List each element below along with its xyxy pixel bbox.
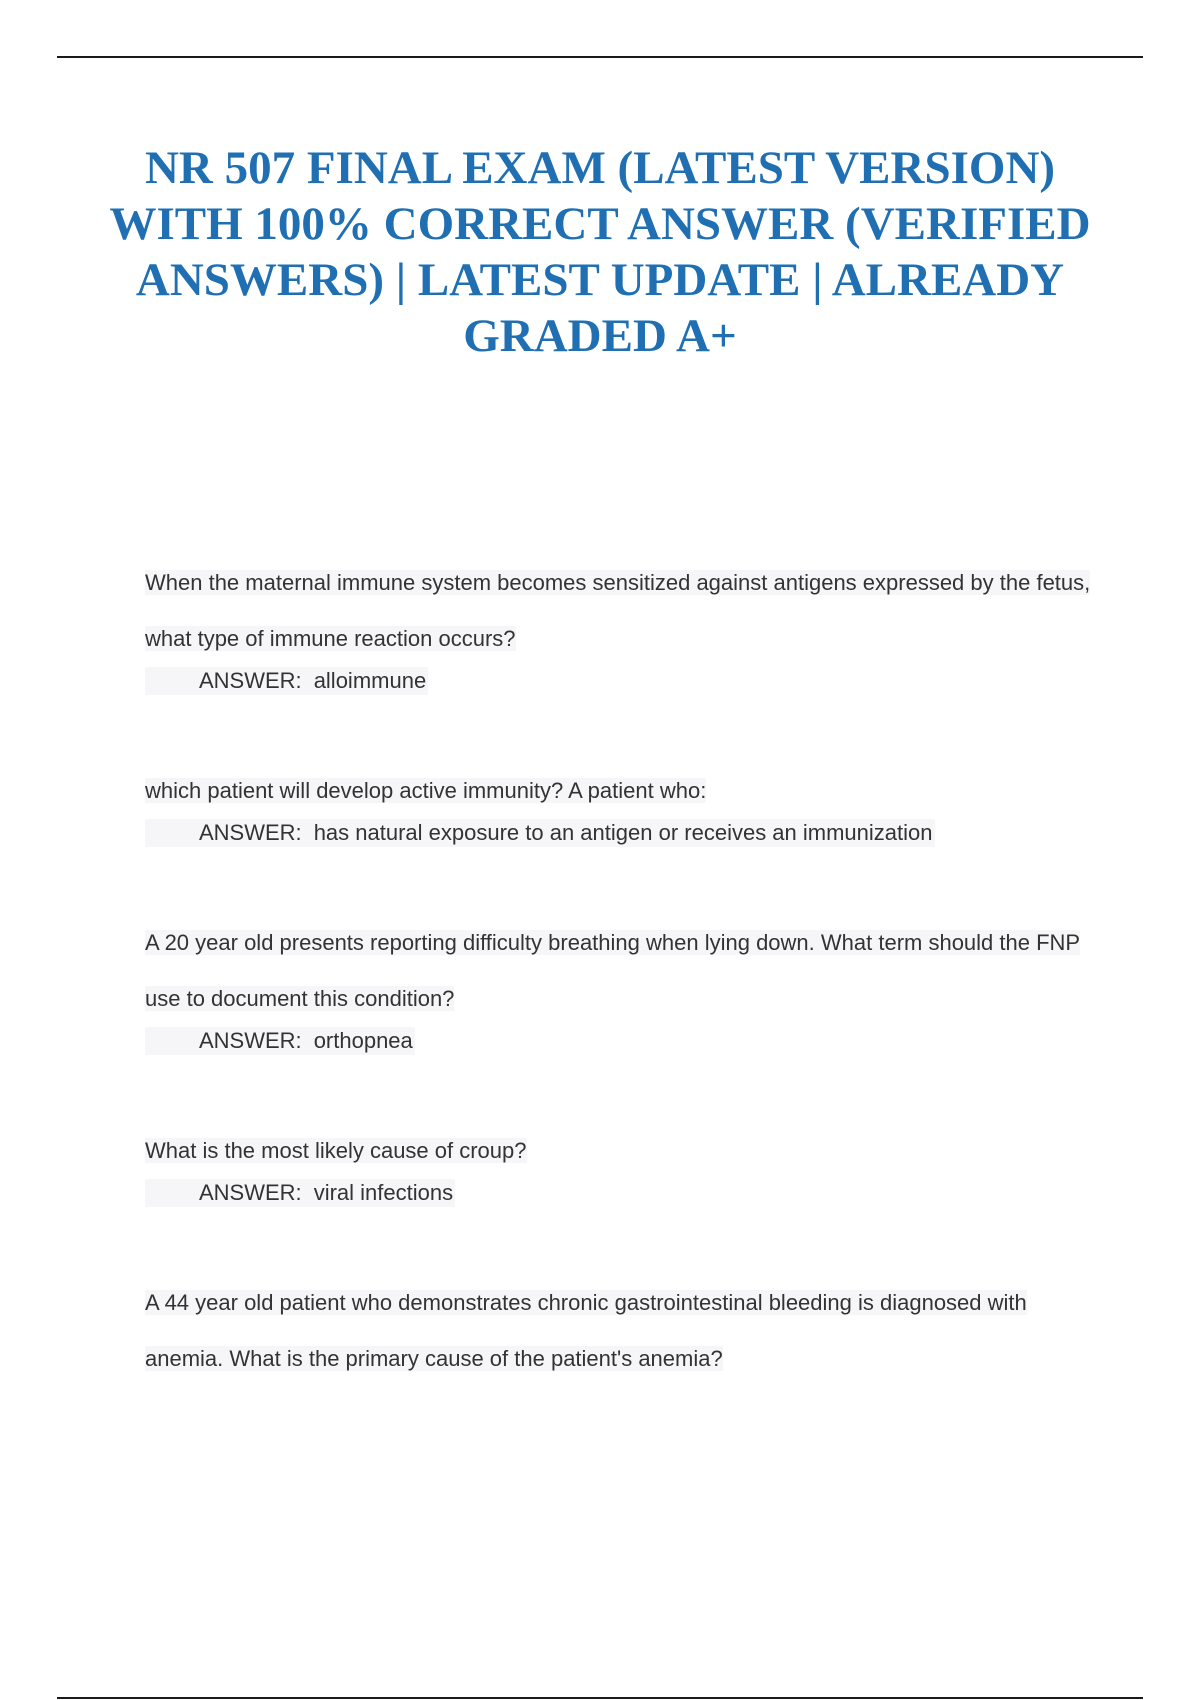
answer-line xyxy=(145,667,428,695)
question-text: What is the most likely cause of croup? xyxy=(145,1138,527,1163)
document-title: NR 507 FINAL EXAM (LATEST VERSION) WITH 100% CORRECT ANSWER (VERIFIED ANSWERS) | LATEST UPDATE | ALREADY GRADED A+ xyxy=(109,142,1091,362)
answer-line xyxy=(145,1027,415,1055)
answer-label: ANSWER: xyxy=(199,820,302,845)
answer-label: ANSWER: xyxy=(199,668,302,693)
question-text: A 44 year old patient who demonstrates chronic gastrointestinal bleeding is diagnosed with anemia. What is the primary cause of the patient's anemia? xyxy=(145,1290,1027,1371)
answer-label: ANSWER: xyxy=(199,1028,302,1053)
question-text: A 20 year old presents reporting difficulty breathing when lying down. What term should the FNP use to document this condition? xyxy=(145,930,1081,1011)
answer-label: ANSWER: xyxy=(199,1180,302,1205)
top-rule xyxy=(57,56,1143,58)
qa-item xyxy=(145,915,1095,1055)
qa-item xyxy=(145,763,1095,847)
question-text: which patient will develop active immunity? A patient who: xyxy=(145,778,707,803)
answer-text: has natural exposure to an antigen or receives an immunization xyxy=(313,820,933,845)
qa-item xyxy=(145,555,1095,695)
qa-list xyxy=(145,555,1095,1387)
bottom-rule xyxy=(57,1697,1143,1699)
answer-line xyxy=(145,819,935,847)
qa-item xyxy=(145,1123,1095,1207)
answer-text: orthopnea xyxy=(313,1028,413,1053)
answer-text: viral infections xyxy=(313,1180,454,1205)
question-text: When the maternal immune system becomes sensitized against antigens expressed by the fetus, what type of immune reaction occurs? xyxy=(145,570,1091,651)
answer-line xyxy=(145,1179,455,1207)
qa-item xyxy=(145,1275,1095,1387)
answer-text: alloimmune xyxy=(313,668,427,693)
